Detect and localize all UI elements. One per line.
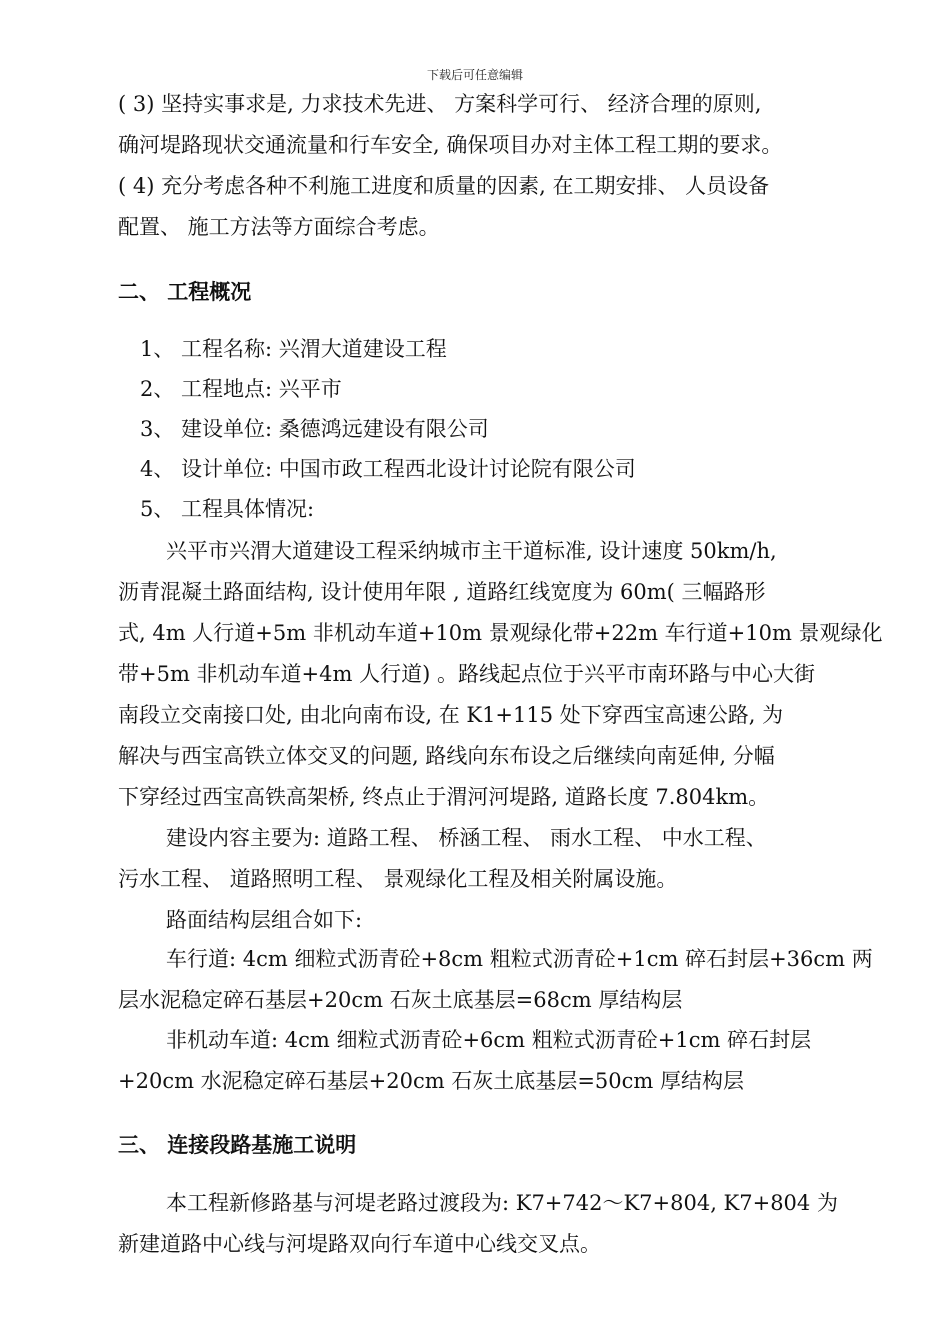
section3-line: 新建道路中心线与河堤路双向行车道中心线交叉点。 <box>118 1232 601 1256</box>
principle-line: ( 4) 充分考虑各种不利施工进度和质量的因素, 在工期安排、 人员设备 <box>118 174 770 198</box>
detail-line: 式, 4m 人行道+5m 非机动车道+10m 景观绿化带+22m 车行道+10m 景观绿化 <box>118 621 883 645</box>
detail-line: 兴平市兴渭大道建设工程采纳城市主干道标准, 设计速度 50km/h, <box>166 539 777 563</box>
section3-line: 本工程新修路基与河堤老路过渡段为: K7+742～K7+804, K7+804 为 <box>166 1191 838 1215</box>
overview-item: 1、 工程名称: 兴渭大道建设工程 <box>140 337 447 361</box>
detail-line: 下穿经过西宝高铁高架桥, 终点止于渭河河堤路, 道路长度 7.804km。 <box>118 785 770 809</box>
structure-intro: 路面结构层组合如下: <box>166 908 363 932</box>
overview-item: 4、 设计单位: 中国市政工程西北设计讨论院有限公司 <box>140 457 636 481</box>
overview-item: 2、 工程地点: 兴平市 <box>140 377 342 401</box>
detail-line: 沥青混凝土路面结构, 设计使用年限 , 道路红线宽度为 60m( 三幅路形 <box>118 580 766 604</box>
detail-line: 解决与西宝高铁立体交叉的问题, 路线向东布设之后继续向南延伸, 分幅 <box>118 744 775 768</box>
non-motor-line: 非机动车道: 4cm 细粒式沥青砼+6cm 粗粒式沥青砼+1cm 碎石封层 <box>166 1028 812 1052</box>
non-motor-line: +20cm 水泥稳定碎石基层+20cm 石灰土底基层=50cm 厚结构层 <box>118 1069 744 1093</box>
detail-line: 南段立交南接口处, 由北向南布设, 在 K1+115 处下穿西宝高速公路, 为 <box>118 703 784 727</box>
carriageway-line: 车行道: 4cm 细粒式沥青砼+8cm 粗粒式沥青砼+1cm 碎石封层+36cm 两 <box>166 947 873 971</box>
content-line: 污水工程、 道路照明工程、 景观绿化工程及相关附属设施。 <box>118 867 678 891</box>
page-header-note: 下载后可任意编辑 <box>426 68 523 82</box>
principle-line: ( 3) 坚持实事求是, 力求技术先进、 方案科学可行、 经济合理的原则, <box>118 92 762 116</box>
section-heading: 二、 工程概况 <box>118 280 252 304</box>
content-line: 建设内容主要为: 道路工程、 桥涵工程、 雨水工程、 中水工程、 <box>166 826 767 850</box>
principle-line: 配置、 施工方法等方面综合考虑。 <box>118 215 440 239</box>
overview-item: 5、 工程具体情况: <box>140 497 315 521</box>
detail-line: 带+5m 非机动车道+4m 人行道) 。路线起点位于兴平市南环路与中心大街 <box>118 662 815 686</box>
carriageway-line: 层水泥稳定碎石基层+20cm 石灰土底基层=68cm 厚结构层 <box>118 988 683 1012</box>
section-heading: 三、 连接段路基施工说明 <box>118 1133 357 1157</box>
overview-item: 3、 建设单位: 桑德鸿远建设有限公司 <box>140 417 489 441</box>
principle-line: 确河堤路现状交通流量和行车安全, 确保项目办对主体工程工期的要求。 <box>118 133 783 157</box>
